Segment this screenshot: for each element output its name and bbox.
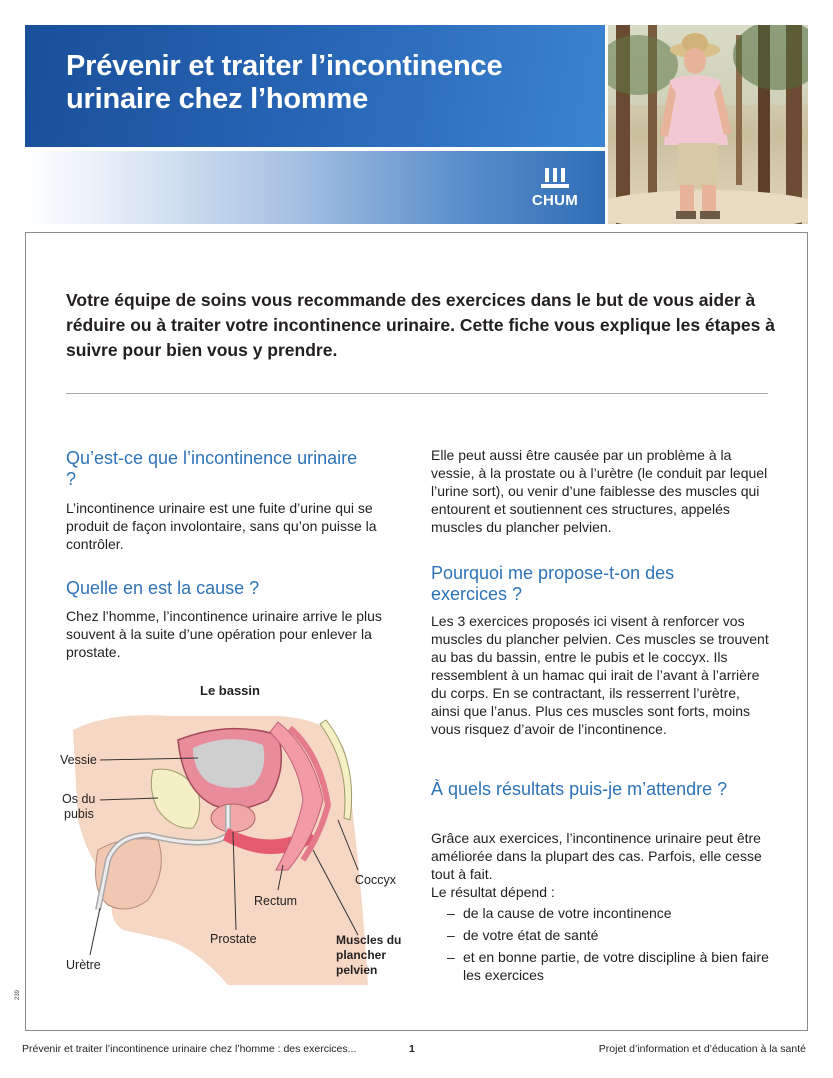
section-text-why: Les 3 exercices proposés ici visent à renforcer vos muscles du plancher pelvien. Ces muscles se trouvent au bas du bassin, entre le pubis et le coccyx. Ils ressemblent à un hamac qui irait de l’avant à l’arrière du corps. En se contractant, ils resserrent l’urètre, ainsi que l’anus. Plus ces muscles sont forts, moins vous risquez d’avoir de l’incontinence. bbox=[431, 613, 769, 737]
label-os-line2: pubis bbox=[64, 807, 94, 821]
section-text-what-is: L’incontinence urinaire est une fuite d’urine qui se produit de façon involontaire, sans qu’on puisse la contrôler. bbox=[66, 500, 377, 552]
header-band bbox=[25, 151, 605, 224]
section-title-results: À quels résultats puis-je m’attendre ? bbox=[431, 779, 728, 799]
list-item: – de la cause de votre incontinence bbox=[447, 904, 777, 922]
label-muscles-line3: pelvien bbox=[336, 963, 378, 977]
results-depends-label: Le résultat dépend : bbox=[431, 884, 555, 900]
label-muscles-line2: plancher bbox=[336, 948, 387, 962]
intro-paragraph: Votre équipe de soins vous recommande des exercices dans le but de vous aider à réduire ou à traiter votre incontinence urinaire. Cette fiche vous explique les étapes à suivre pour bien vous y prendre. bbox=[66, 290, 775, 360]
section-text-cause: Chez l’homme, l’incontinence urinaire arrive le plus souvent à la suite d’une opération pour enlever la prostate. bbox=[66, 608, 382, 660]
section-text-results: Grâce aux exercices, l’incontinence urinaire peut être améliorée dans la plupart des cas. Parfois, elle cesse tout à fait. bbox=[431, 830, 762, 882]
document-code: 239 bbox=[15, 989, 21, 1000]
pelvis-diagram bbox=[28, 710, 418, 990]
chum-logo bbox=[525, 168, 585, 216]
divider bbox=[66, 393, 768, 394]
footer-project: Projet d’information et d’éducation à la santé bbox=[598, 1043, 806, 1055]
header-banner bbox=[25, 25, 605, 147]
section-title-cause: Quelle en est la cause ? bbox=[66, 578, 260, 598]
label-coccyx: Coccyx bbox=[355, 873, 396, 887]
header-photo bbox=[608, 25, 808, 224]
section-title-why: Pourquoi me propose-t-on des exercices ? bbox=[431, 563, 675, 604]
label-rectum: Rectum bbox=[254, 894, 298, 908]
label-vessie: Vessie bbox=[60, 753, 97, 767]
results-list bbox=[447, 904, 777, 988]
label-os-line1: Os du bbox=[62, 792, 96, 806]
page-number: 1 bbox=[409, 1043, 415, 1055]
list-item: – de votre état de santé bbox=[447, 926, 777, 944]
figure-title: Le bassin bbox=[200, 683, 260, 698]
label-muscles-line1: Muscles du bbox=[336, 933, 402, 947]
footer-document-title: Prévenir et traiter l’incontinence urinaire chez l’homme : des exercices... bbox=[22, 1043, 357, 1055]
cause-continued-text: Elle peut aussi être causée par un problème à la vessie, à la prostate ou à l’urètre (le conduit par lequel l’urine sort), ou venir d’une faiblesse des muscles qui entourent et soutiennent ces structures, appelés muscles du plancher pelvien. bbox=[431, 447, 768, 535]
label-prostate: Prostate bbox=[210, 932, 257, 946]
chum-logo-icon bbox=[540, 168, 570, 190]
chum-logo-text: CHUM bbox=[531, 192, 579, 209]
page-title: Prévenir et traiter l’incontinence urinaire chez l’homme bbox=[66, 50, 503, 115]
section-title-what-is: Qu’est-ce que l’incontinence urinaire ? bbox=[66, 448, 358, 489]
list-item: – et en bonne partie, de votre discipline à bien faire les exercices bbox=[447, 948, 777, 984]
label-uretre: Urètre bbox=[66, 958, 101, 972]
